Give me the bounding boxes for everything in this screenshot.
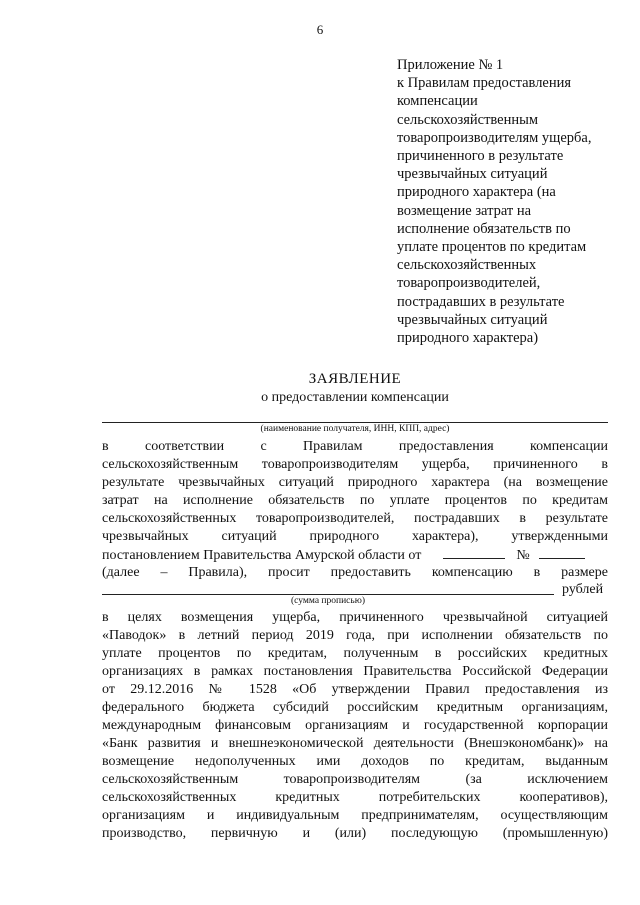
- amount-caption: (сумма прописью): [291, 596, 365, 606]
- appendix-line: компенсации: [397, 93, 478, 110]
- appendix-line: пострадавших в результате: [397, 293, 565, 310]
- appendix-line: уплате процентов по кредитам: [397, 239, 587, 256]
- document-title: ЗАЯВЛЕНИЕ: [308, 371, 402, 387]
- purpose-line: производство, первичную и (или) последующую (промышленную): [102, 826, 608, 841]
- decree-text: постановлением Правительства Амурской области от: [102, 548, 422, 563]
- purpose-line: «Паводок» в летний период 2019 года, при исполнении обязательств по: [102, 628, 608, 643]
- appendix-line: природного характера (на: [397, 184, 556, 201]
- purpose-line: от 29.12.2016 № 1528 «Об утверждении Правил предоставления из: [102, 682, 608, 697]
- decree-number-blank: [539, 546, 585, 559]
- page-number: 6: [316, 22, 324, 37]
- appendix-line: природного характера): [397, 330, 539, 347]
- recipient-caption: (наименование получателя, ИНН, КПП, адрес): [260, 424, 450, 434]
- purpose-line: организациях в рамках постановления Правительства Российской Федерации: [102, 664, 608, 679]
- body-line: в соответствии с Правилам предоставления компенсации: [102, 439, 608, 454]
- decree-date-blank: [443, 546, 505, 559]
- appendix-line: сельскохозяйственных: [397, 257, 537, 274]
- document-subtitle: о предоставлении компенсации: [261, 390, 449, 405]
- amount-line: (далее – Правила), просит предоставить компенсацию в размере: [102, 565, 608, 580]
- purpose-line: в целях возмещения ущерба, причиненного чрезвычайной ситуацией: [102, 610, 608, 625]
- appendix-line: к Правилам предоставления: [397, 75, 572, 92]
- appendix-line: Приложение № 1: [397, 57, 504, 73]
- appendix-line: причиненного в результате: [397, 148, 564, 165]
- appendix-line: возмещение затрат на: [397, 202, 532, 219]
- appendix-line: товаропроизводителей,: [397, 275, 541, 292]
- appendix-line: товаропроизводителям ущерба,: [397, 129, 592, 146]
- appendix-line: чрезвычайных ситуаций: [397, 166, 548, 183]
- body-line: затрат на исполнение обязательств по уплате процентов по кредитам: [102, 493, 608, 508]
- body-line: сельскохозяйственным товаропроизводителям ущерба, причиненного в: [102, 457, 608, 472]
- decree-line: [102, 546, 608, 564]
- amount-blank-line: [102, 594, 554, 595]
- purpose-line: сельскохозяйственных кредитных потребительских кооперативов),: [102, 790, 608, 805]
- purpose-line: федерального бюджета субсидий российским кредитным организациям,: [102, 700, 608, 715]
- body-line: сельскохозяйственных товаропроизводителей, пострадавших в результате: [102, 511, 608, 526]
- purpose-line: сельскохозяйственным товаропроизводителям (за исключением: [102, 772, 608, 787]
- purpose-line: «Банк развития и внешнеэкономической деятельности (Внешэкономбанк)» на: [102, 736, 608, 751]
- body-line: результате чрезвычайных ситуаций природного характера (на возмещение: [102, 475, 608, 490]
- body-line: чрезвычайных ситуаций природного характера), утвержденными: [102, 529, 608, 544]
- appendix-line: исполнение обязательств по: [397, 220, 571, 237]
- rubles-label: рублей: [562, 582, 604, 597]
- appendix-line: чрезвычайных ситуаций: [397, 311, 548, 328]
- purpose-line: возмещение недополученных ими доходов по кредитам, выданным: [102, 754, 608, 769]
- recipient-line: [102, 422, 608, 423]
- purpose-line: уплате процентов по кредитам, полученным в российских кредитных: [102, 646, 608, 661]
- appendix-line: сельскохозяйственным: [397, 111, 539, 128]
- number-sign: №: [516, 548, 530, 563]
- purpose-line: организациям и индивидуальным предпринимателям, осуществляющим: [102, 808, 608, 823]
- appendix-block: [397, 56, 612, 347]
- purpose-line: международным финансовым организациям и государственной корпорации: [102, 718, 608, 733]
